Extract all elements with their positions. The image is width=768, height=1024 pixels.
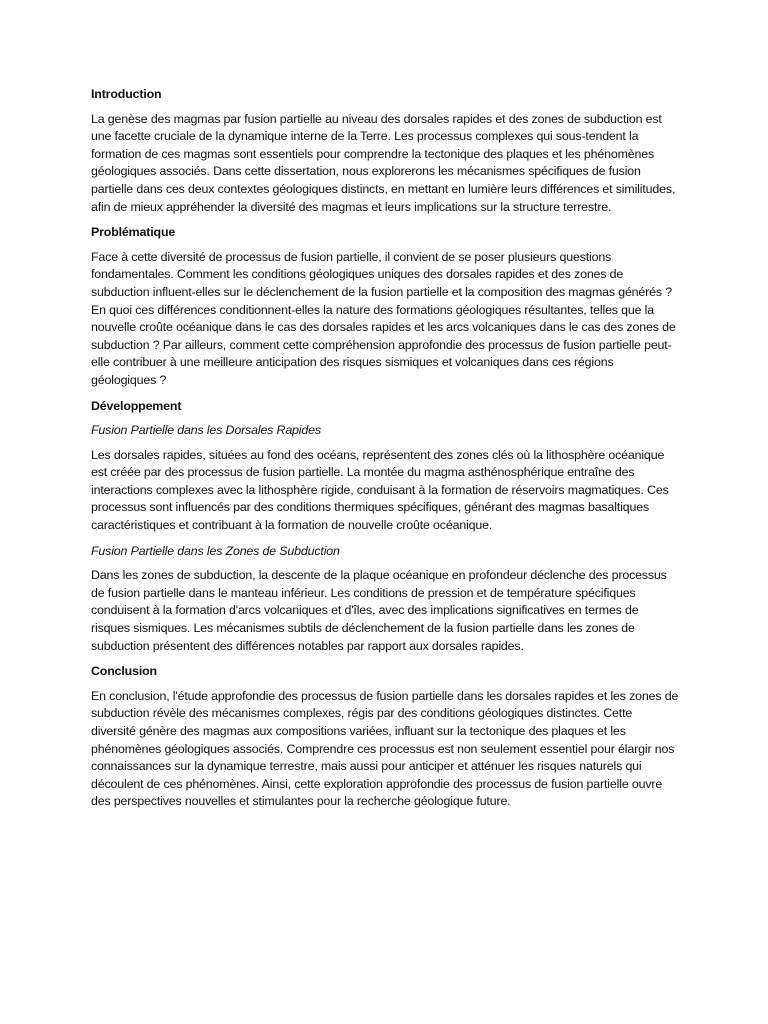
- section-heading-introduction: Introduction: [91, 87, 162, 101]
- section-heading-problematique: Problématique: [91, 225, 176, 240]
- paragraph-zones-de-subduction: Dans les zones de subduction, la descente de la plaque océanique en profondeur déclenche des processus de fusion partielle dans le manteau inférieur. Les conditions de pression et de température spécifiques conduisent à la formation d'arcs volcaniques et d'îles, avec des implications significatives en termes de risques sismiques. Les mécanismes subtils de déclenchement de la fusion partielle dans les zones de subduction présentent des différences notables par rapport aux dorsales rapides.: [91, 568, 667, 653]
- paragraph-introduction: La genèse des magmas par fusion partielle au niveau des dorsales rapides et des zones de subduction est une facette cruciale de la dynamique interne de la Terre. Les processus complexes qui sous-tendent la formation de ces magmas sont essentiels pour comprendre la tectonique des plaques et les phénomènes géologiques associés. Dans cette dissertation, nous explorerons les mécanismes spécifiques de fusion partielle dans ces deux contextes géologiques distincts, en mettant en lumière leurs différences et similitudes, afin de mieux appréhender la diversité des magmas et leurs implications sur la structure terrestre.: [91, 111, 676, 214]
- paragraph-conclusion: En conclusion, l'étude approfondie des processus de fusion partielle dans les dorsales rapides et les zones de subduction révèle des mécanismes complexes, régis par des conditions géologiques distinctes. Cette diversité génère des magmas aux compositions variées, influant sur la tectonique des plaques et les phénomènes géologiques associés. Comprendre ces processus est non seulement essentiel pour élargir nos connaissances sur la dynamique terrestre, mais aussi pour anticiper et atténuer les risques naturels qui découlent de ces phénomènes. Ainsi, cette exploration approfondie des processus de fusion partielle ouvre des perspectives nouvelles et stimulantes pour la recherche géologique future.: [91, 688, 679, 809]
- paragraph-dorsales-rapides: Les dorsales rapides, situées au fond des océans, représentent des zones clés où la lithosphère océanique est créée par des processus de fusion partielle. La montée du magma asthénosphérique entraîne des interactions complexes avec la lithosphère rigide, conduisant à la formation de réservoirs magmatiques. Ces processus sont influencés par des conditions thermiques spécifiques, générant des magmas basaltiques caractéristiques et contribuant à la formation de nouvelle croûte océanique.: [91, 447, 669, 533]
- section-heading-developpement: Développement: [91, 398, 182, 413]
- subheading-zones-de-subduction: Fusion Partielle dans les Zones de Subduction: [91, 543, 340, 558]
- document-page: [91, 86, 679, 819]
- subheading-dorsales-rapides: Fusion Partielle dans les Dorsales Rapides: [91, 423, 321, 438]
- paragraph-problematique: Face à cette diversité de processus de fusion partielle, il convient de se poser plusieurs questions fondamentales. Comment les conditions géologiques uniques des dorsales rapides et des zones de subduction influent-elles sur le déclenchement de la fusion partielle et la composition des magmas générés ? En quoi ces différences conditionnent-elles la nature des formations géologiques résultantes, telles que la nouvelle croûte océanique dans le cas des dorsales rapides et les arcs volcaniques dans le cas des zones de subduction ? Par ailleurs, comment cette compréhension approfondie des processus de fusion partielle peut-elle contribuer à une meilleure anticipation des risques sismiques et volcaniques dans ces régions géologiques ?: [91, 249, 676, 387]
- section-heading-conclusion: Conclusion: [91, 664, 157, 679]
